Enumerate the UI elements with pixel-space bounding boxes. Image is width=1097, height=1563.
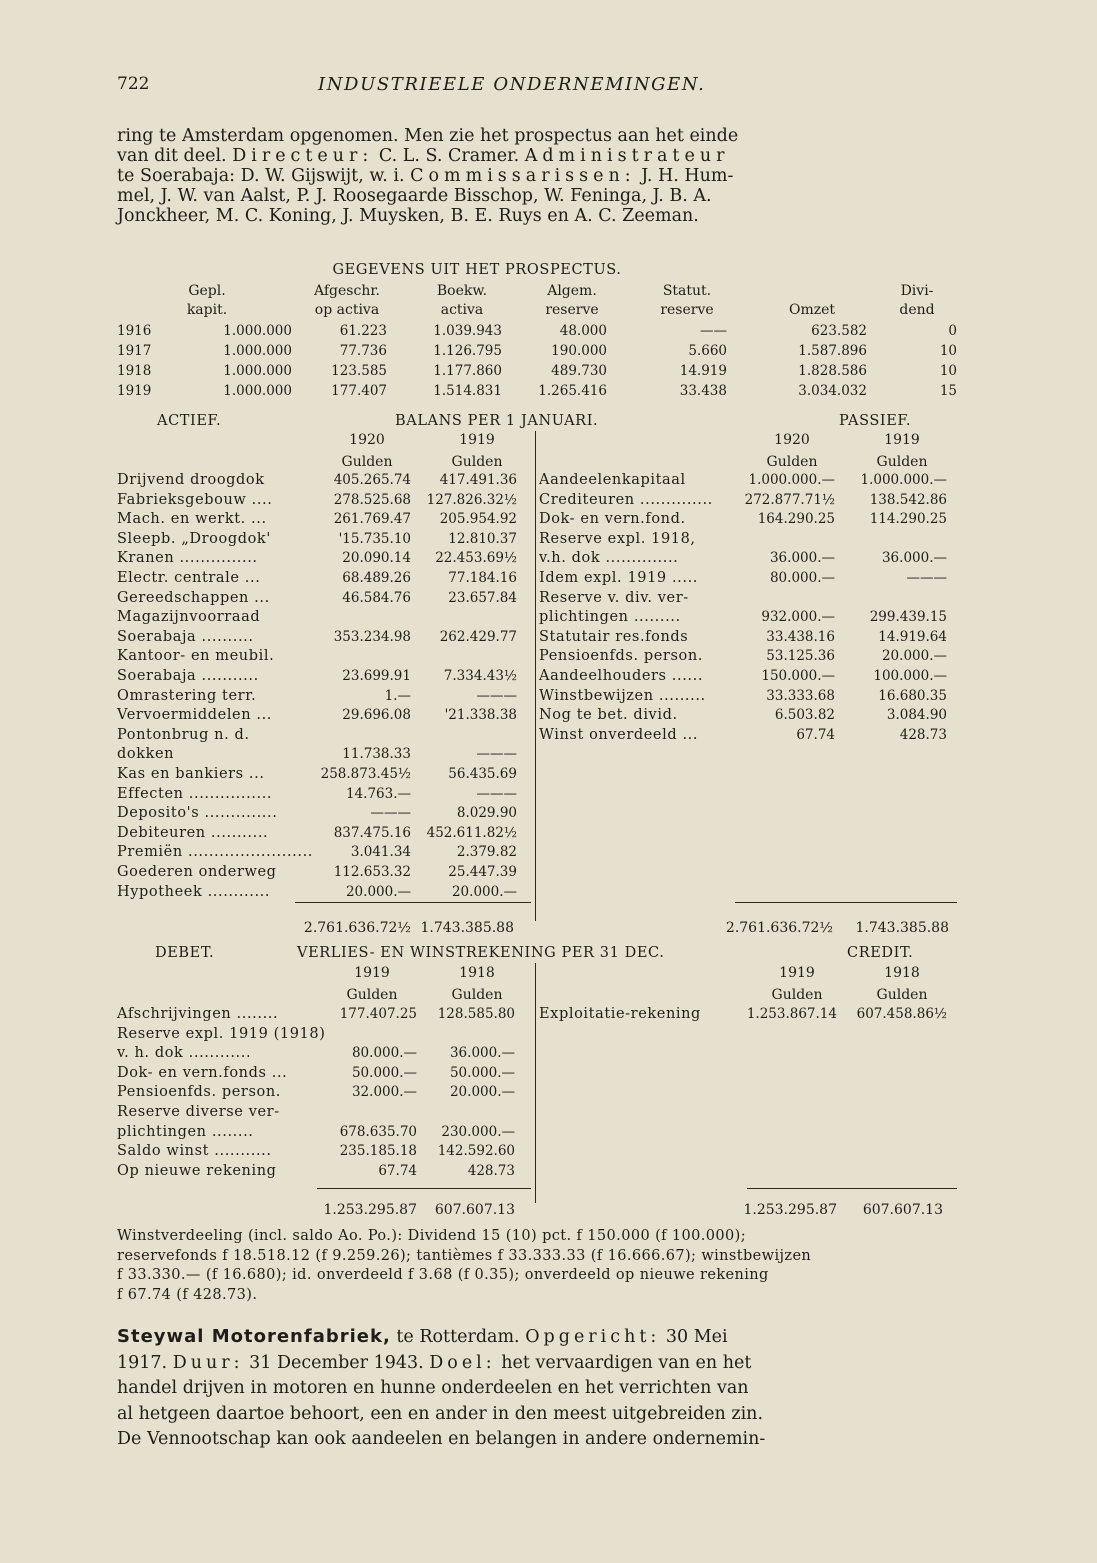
data-cell: 1.000.000 [223,383,292,399]
actief-value: 20.090.14 [342,550,411,567]
doel-label: Doel: [429,1352,496,1373]
column-divider [535,431,536,921]
passief-value: 1.000.000.— [860,472,947,488]
passief-item-label: Reserve v. div. ver- [539,589,689,606]
passief-value: 164.290.25 [757,511,835,528]
prospectus-table [117,262,957,402]
column-header: activa [440,302,484,318]
year-cell: 1919 [117,383,152,399]
debet-item-label: v. h. dok ............ [117,1045,252,1062]
debet-item-label: Dok- en vern.fonds ... [117,1064,288,1081]
passief-value: 932.000.— [761,609,835,626]
actief-item-label: Electr. centrale ... [117,570,261,586]
passief-value: 80.000.— [769,570,835,586]
passief-value: 299.439.15 [869,609,947,626]
debet-item-label: Reserve diverse ver- [117,1104,280,1120]
passief-item-label: Nog te bet. divid. [539,707,678,724]
actief-value: 261.769.47 [333,511,411,528]
actief-value: 56.435.69 [448,766,517,782]
column-header: Gepl. [188,283,226,299]
debet-item-label: Pensioenfds. person. [117,1084,281,1101]
passief-value: ——— [906,570,947,586]
actief-value: ——— [370,805,411,822]
actief-item-label: Gereedschappen ... [117,589,270,606]
debet-value: 678.635.70 [339,1123,417,1140]
unit-label: Gulden [341,454,393,470]
winstverdeeling-line: Winstverdeeling (incl. saldo Ao. Po.): Dividend 15 (10) pct. f 150.000 (f 100.000); [117,1228,747,1244]
passief-value: 114.290.25 [869,511,947,528]
actief-item-label: Vervoermiddelen ... [117,707,273,724]
passief-item-label: plichtingen ......... [539,609,681,626]
data-cell: 10 [939,363,957,379]
debet-value: 20.000.— [449,1084,515,1101]
passief-item-label: Aandeelenkapitaal [539,472,686,488]
debet-value: 32.000.— [351,1084,417,1101]
passief-value: 20.000.— [881,648,947,665]
data-cell: 190.000 [551,343,607,359]
total-value: 607.607.13 [434,1202,515,1218]
passief-item-label: Aandeelhouders ...... [539,668,704,684]
actief-item-label: Kantoor- en meubil. [117,648,275,665]
actief-value: 14.763.— [345,785,411,802]
data-cell: 1.265.416 [538,383,607,399]
data-cell: 1.514.831 [433,383,502,399]
actief-value: 127.826.32½ [426,491,517,508]
column-header: op activa [314,302,380,318]
actief-item-label: Premiën ........................ [117,844,314,861]
data-cell: 77.736 [339,343,387,359]
actief-value: ——— [476,785,517,802]
debet-heading: DEBET. [155,945,215,961]
actief-value: 29.696.08 [342,707,411,724]
debet-value: 235.185.18 [339,1143,417,1160]
year-cell: 1917 [117,343,152,359]
data-cell: 1.587.896 [798,343,867,359]
year-label: 1918 [884,965,920,981]
actief-value: 20.000.— [345,883,411,900]
passief-item-label: Idem expl. 1919 ..... [539,570,699,586]
total-value: 2.761.636.72½ [303,920,411,936]
actief-value: '21.338.38 [444,707,517,724]
year-label: 1920 [774,432,810,448]
steywal-paragraph [117,1324,957,1453]
administrateur-label: Administrateur [524,146,730,166]
actief-item-label: Drijvend droogdok [117,472,265,488]
debet-value: 50.000.— [449,1064,515,1081]
passief-value: 36.000.— [769,550,835,567]
unit-label: Gulden [766,454,818,470]
page-number: 722 [117,74,150,94]
intro-line: Jonckheer, M. C. Koning, J. Muysken, B. E. Ruys en A. C. Zeeman. [117,206,699,226]
passief-item-label: v.h. dok .............. [539,550,679,567]
total-rule [735,902,957,903]
unit-label: Gulden [346,987,398,1003]
passief-value: 3.084.90 [886,707,947,724]
running-title: INDUSTRIEELE ONDERNEMINGEN. [318,74,706,95]
data-cell: 3.034.032 [798,383,867,399]
actief-item-label: Soerabaja .......... [117,628,254,645]
passief-item-label: Crediteuren .............. [539,491,713,508]
passief-value: 36.000.— [881,550,947,567]
data-cell: 1.000.000 [223,323,292,339]
debet-value: 36.000.— [449,1045,515,1062]
passief-value: 33.333.68 [766,687,835,704]
prospectus-title: GEGEVENS UIT HET PROSPECTUS. [332,262,622,278]
actief-item-label: Deposito's .............. [117,805,278,822]
actief-item-label: Goederen onderweg [117,864,277,880]
column-header: Algem. [547,283,597,299]
intro-line: van dit deel. Directeur: C. L. S. Cramer. Administrateur [117,146,730,166]
passief-value: 67.74 [796,726,835,743]
data-cell: 623.582 [811,323,867,339]
debet-item-label: Reserve expl. 1919 (1918) [117,1025,326,1042]
steywal-line: De Vennootschap kan ook aandeelen en belangen in andere ondernemin- [117,1429,766,1449]
passief-value: 33.438.16 [766,628,835,645]
data-cell: 1.039.943 [433,323,502,339]
actief-value: 46.584.76 [342,589,411,606]
winstverdeeling-line: reservefonds f 18.518.12 (f 9.259.26); tantièmes f 33.333.33 (f 16.666.67); winstbewijzen [117,1247,812,1264]
debet-item-label: Saldo winst ........... [117,1143,272,1160]
winstverdeeling-line: f 33.330.— (f 16.680); id. onverdeeld f 3.68 (f 0.35); onverdeeld op nieuwe rekening [117,1267,769,1283]
actief-value: 278.525.68 [333,491,411,508]
data-cell: 15 [939,383,957,399]
unit-label: Gulden [876,987,928,1003]
passief-value: 1.000.000.— [748,472,835,488]
unit-label: Gulden [771,987,823,1003]
actief-value: 12.810.37 [448,530,517,547]
actief-value: ——— [476,687,517,704]
data-cell: 33.438 [679,383,727,399]
data-cell: 48.000 [559,323,607,339]
data-cell: 0 [948,323,957,339]
passief-value: 14.919.64 [878,628,947,645]
steywal-line: handel drijven in motoren en hunne onderdeelen en het verrichten van [117,1378,749,1398]
actief-item-label: Mach. en werkt. ... [117,511,267,528]
unit-label: Gulden [451,454,503,470]
debet-value: 67.74 [378,1162,417,1179]
actief-item-label: Soerabaja ........... [117,668,259,684]
actief-value: 23.657.84 [448,589,517,606]
passief-item-label: Pensioenfds. person. [539,648,703,665]
balans-title: BALANS PER 1 JANUARI. [395,413,599,429]
total-value: 1.253.295.87 [743,1202,837,1218]
passief-heading: PASSIEF. [839,413,912,429]
page-header [0,70,1097,104]
debet-value: 230.000.— [441,1123,515,1140]
total-value: 2.761.636.72½ [725,920,833,936]
passief-item-label: Winstbewijzen ......... [539,687,706,704]
steywal-line: Steywal Motorenfabriek, te Rotterdam. Opgericht: 30 Mei [117,1326,728,1347]
debet-item-label: Op nieuwe rekening [117,1162,277,1179]
winstrekening-title: VERLIES- EN WINSTREKENING PER 31 DEC. [297,945,665,961]
actief-value: 77.184.16 [448,570,517,586]
data-cell: 1.126.795 [433,343,502,359]
column-header: Omzet [788,302,836,318]
actief-item-label: Hypotheek ............ [117,883,271,900]
data-cell: 1.000.000 [223,343,292,359]
intro-paragraph [117,126,957,226]
passief-item-label: Dok- en vern.fond. [539,511,686,528]
year-label: 1919 [779,965,815,981]
column-header: Afgeschr. [314,283,380,299]
passief-item-label: Winst onverdeeld ... [539,726,699,743]
passief-value: 272.877.71½ [744,491,835,508]
column-header: kapit. [186,302,228,318]
data-cell: 5.660 [688,343,727,359]
actief-value: 7.334.43½ [443,668,517,684]
debet-item-label: plichtingen ........ [117,1123,254,1140]
passief-value: 16.680.35 [878,687,947,704]
total-value: 1.743.385.88 [420,920,514,936]
actief-item-label: Debiteuren ........... [117,824,269,841]
column-header: reserve [545,302,599,318]
actief-value: 258.873.45½ [320,766,411,782]
actief-heading: ACTIEF. [157,413,222,429]
total-rule [295,902,531,903]
passief-value: 150.000.— [761,668,835,684]
year-cell: 1918 [117,363,152,379]
passief-item-label: Statutair res.fonds [539,628,689,645]
debet-value: 80.000.— [351,1045,417,1062]
actief-item-label: Sleepb. „Droogdok' [117,530,271,547]
passief-item-label: Reserve expl. 1918, [539,530,696,547]
data-cell: —— [700,323,727,339]
actief-value: 112.653.32 [333,864,411,880]
data-cell: 14.919 [679,363,727,379]
data-cell: 1.828.586 [798,363,867,379]
actief-value: 23.699.91 [342,668,411,684]
data-cell: 10 [939,343,957,359]
intro-line: ring te Amsterdam opgenomen. Men zie het prospectus aan het einde [117,126,739,146]
debet-value: 428.73 [467,1162,515,1179]
unit-label: Gulden [451,987,503,1003]
actief-value: 1.— [384,687,411,704]
passief-value: 53.125.36 [766,648,835,665]
year-label: 1919 [354,965,390,981]
actief-value: 417.491.36 [439,472,517,488]
year-cell: 1916 [117,323,152,339]
credit-heading: CREDIT. [847,945,914,961]
actief-value: 2.379.82 [456,844,517,861]
column-header: Divi- [900,283,934,299]
winstverdeeling-paragraph [117,1227,955,1305]
actief-item-label: Fabrieksgebouw .... [117,491,273,508]
actief-value: 22.453.69½ [435,550,517,567]
credit-value: 607.458.86½ [856,1006,947,1022]
steywal-line: 1917. Duur: 31 December 1943. Doel: het vervaardigen van en het [117,1352,752,1373]
actief-value: 452.611.82½ [426,824,517,841]
year-label: 1919 [884,432,920,448]
debet-value: 128.585.80 [437,1006,515,1022]
total-value: 1.253.295.87 [323,1202,417,1218]
actief-value: ——— [476,746,517,763]
directeur-label: Directeur: [232,146,374,166]
actief-item-label: Omrastering terr. [117,687,257,704]
passief-value: 100.000.— [873,668,947,684]
passief-value: 428.73 [899,726,947,743]
actief-item-label: Pontonbrug n. d. [117,726,250,743]
year-label: 1918 [459,965,495,981]
actief-value: 11.738.33 [342,746,411,763]
total-rule [747,1188,957,1189]
passief-value: 138.542.86 [869,491,947,508]
balans-table [117,413,957,943]
debet-value: 177.407.25 [339,1006,417,1022]
total-value: 607.607.13 [862,1202,943,1218]
actief-item-label: Kas en bankiers ... [117,766,265,782]
winstverdeeling-line: f 67.74 (f 428.73). [117,1286,258,1303]
total-value: 1.743.385.88 [855,920,949,936]
data-cell: 489.730 [551,363,607,379]
actief-value: 25.447.39 [448,864,517,880]
total-rule [317,1188,531,1189]
debet-item-label: Afschrijvingen ........ [117,1006,279,1022]
actief-value: 405.265.74 [333,472,411,488]
actief-value: 68.489.26 [342,570,411,586]
actief-value: 262.429.77 [439,628,517,645]
opgericht-label: Opgericht: [525,1327,661,1347]
data-cell: 1.177.860 [433,363,502,379]
passief-value: 6.503.82 [774,707,835,724]
unit-label: Gulden [876,454,928,470]
data-cell: 61.223 [339,323,387,339]
credit-item-label: Exploitatie-rekening [539,1006,701,1022]
data-cell: 1.000.000 [223,363,292,379]
credit-value: 1.253.867.14 [746,1006,837,1022]
column-header: reserve [660,302,714,318]
data-cell: 123.585 [331,363,387,379]
debet-value: 50.000.— [351,1064,417,1081]
column-header: Boekw. [436,283,488,299]
actief-value: '15.735.10 [338,530,411,547]
actief-value: 8.029.90 [456,805,517,822]
duur-label: Duur: [172,1352,244,1373]
year-label: 1919 [459,432,495,448]
data-cell: 177.407 [331,383,387,399]
actief-value: 3.041.34 [350,844,411,861]
actief-item-label: dokken [117,746,175,763]
year-label: 1920 [349,432,385,448]
actief-value: 205.954.92 [439,511,517,528]
actief-value: 353.234.98 [333,628,411,645]
actief-item-label: Kranen ............... [117,550,258,567]
debet-value: 142.592.60 [437,1143,515,1160]
actief-value: 20.000.— [451,883,517,900]
column-header: dend [899,302,935,318]
column-divider [535,963,536,1203]
company-name: Steywal Motorenfabriek, [117,1326,391,1347]
steywal-line: al hetgeen daartoe behoort, een en ander in den meest uitgebreiden zin. [117,1403,764,1424]
commissarissen-label: Commissarissen: [410,166,636,186]
column-header: Statut. [662,283,712,299]
actief-value: 837.475.16 [333,824,411,841]
actief-item-label: Effecten ................ [117,785,273,802]
intro-line: mel, J. W. van Aalst, P. J. Roosegaarde Bisschop, W. Feninga, J. B. A. [117,186,712,206]
actief-item-label: Magazijnvoorraad [117,609,261,626]
winstrekening-table [117,945,957,1225]
intro-line: te Soerabaja: D. W. Gijswijt, w. i. Commissarissen: J. H. Hum- [117,166,734,186]
